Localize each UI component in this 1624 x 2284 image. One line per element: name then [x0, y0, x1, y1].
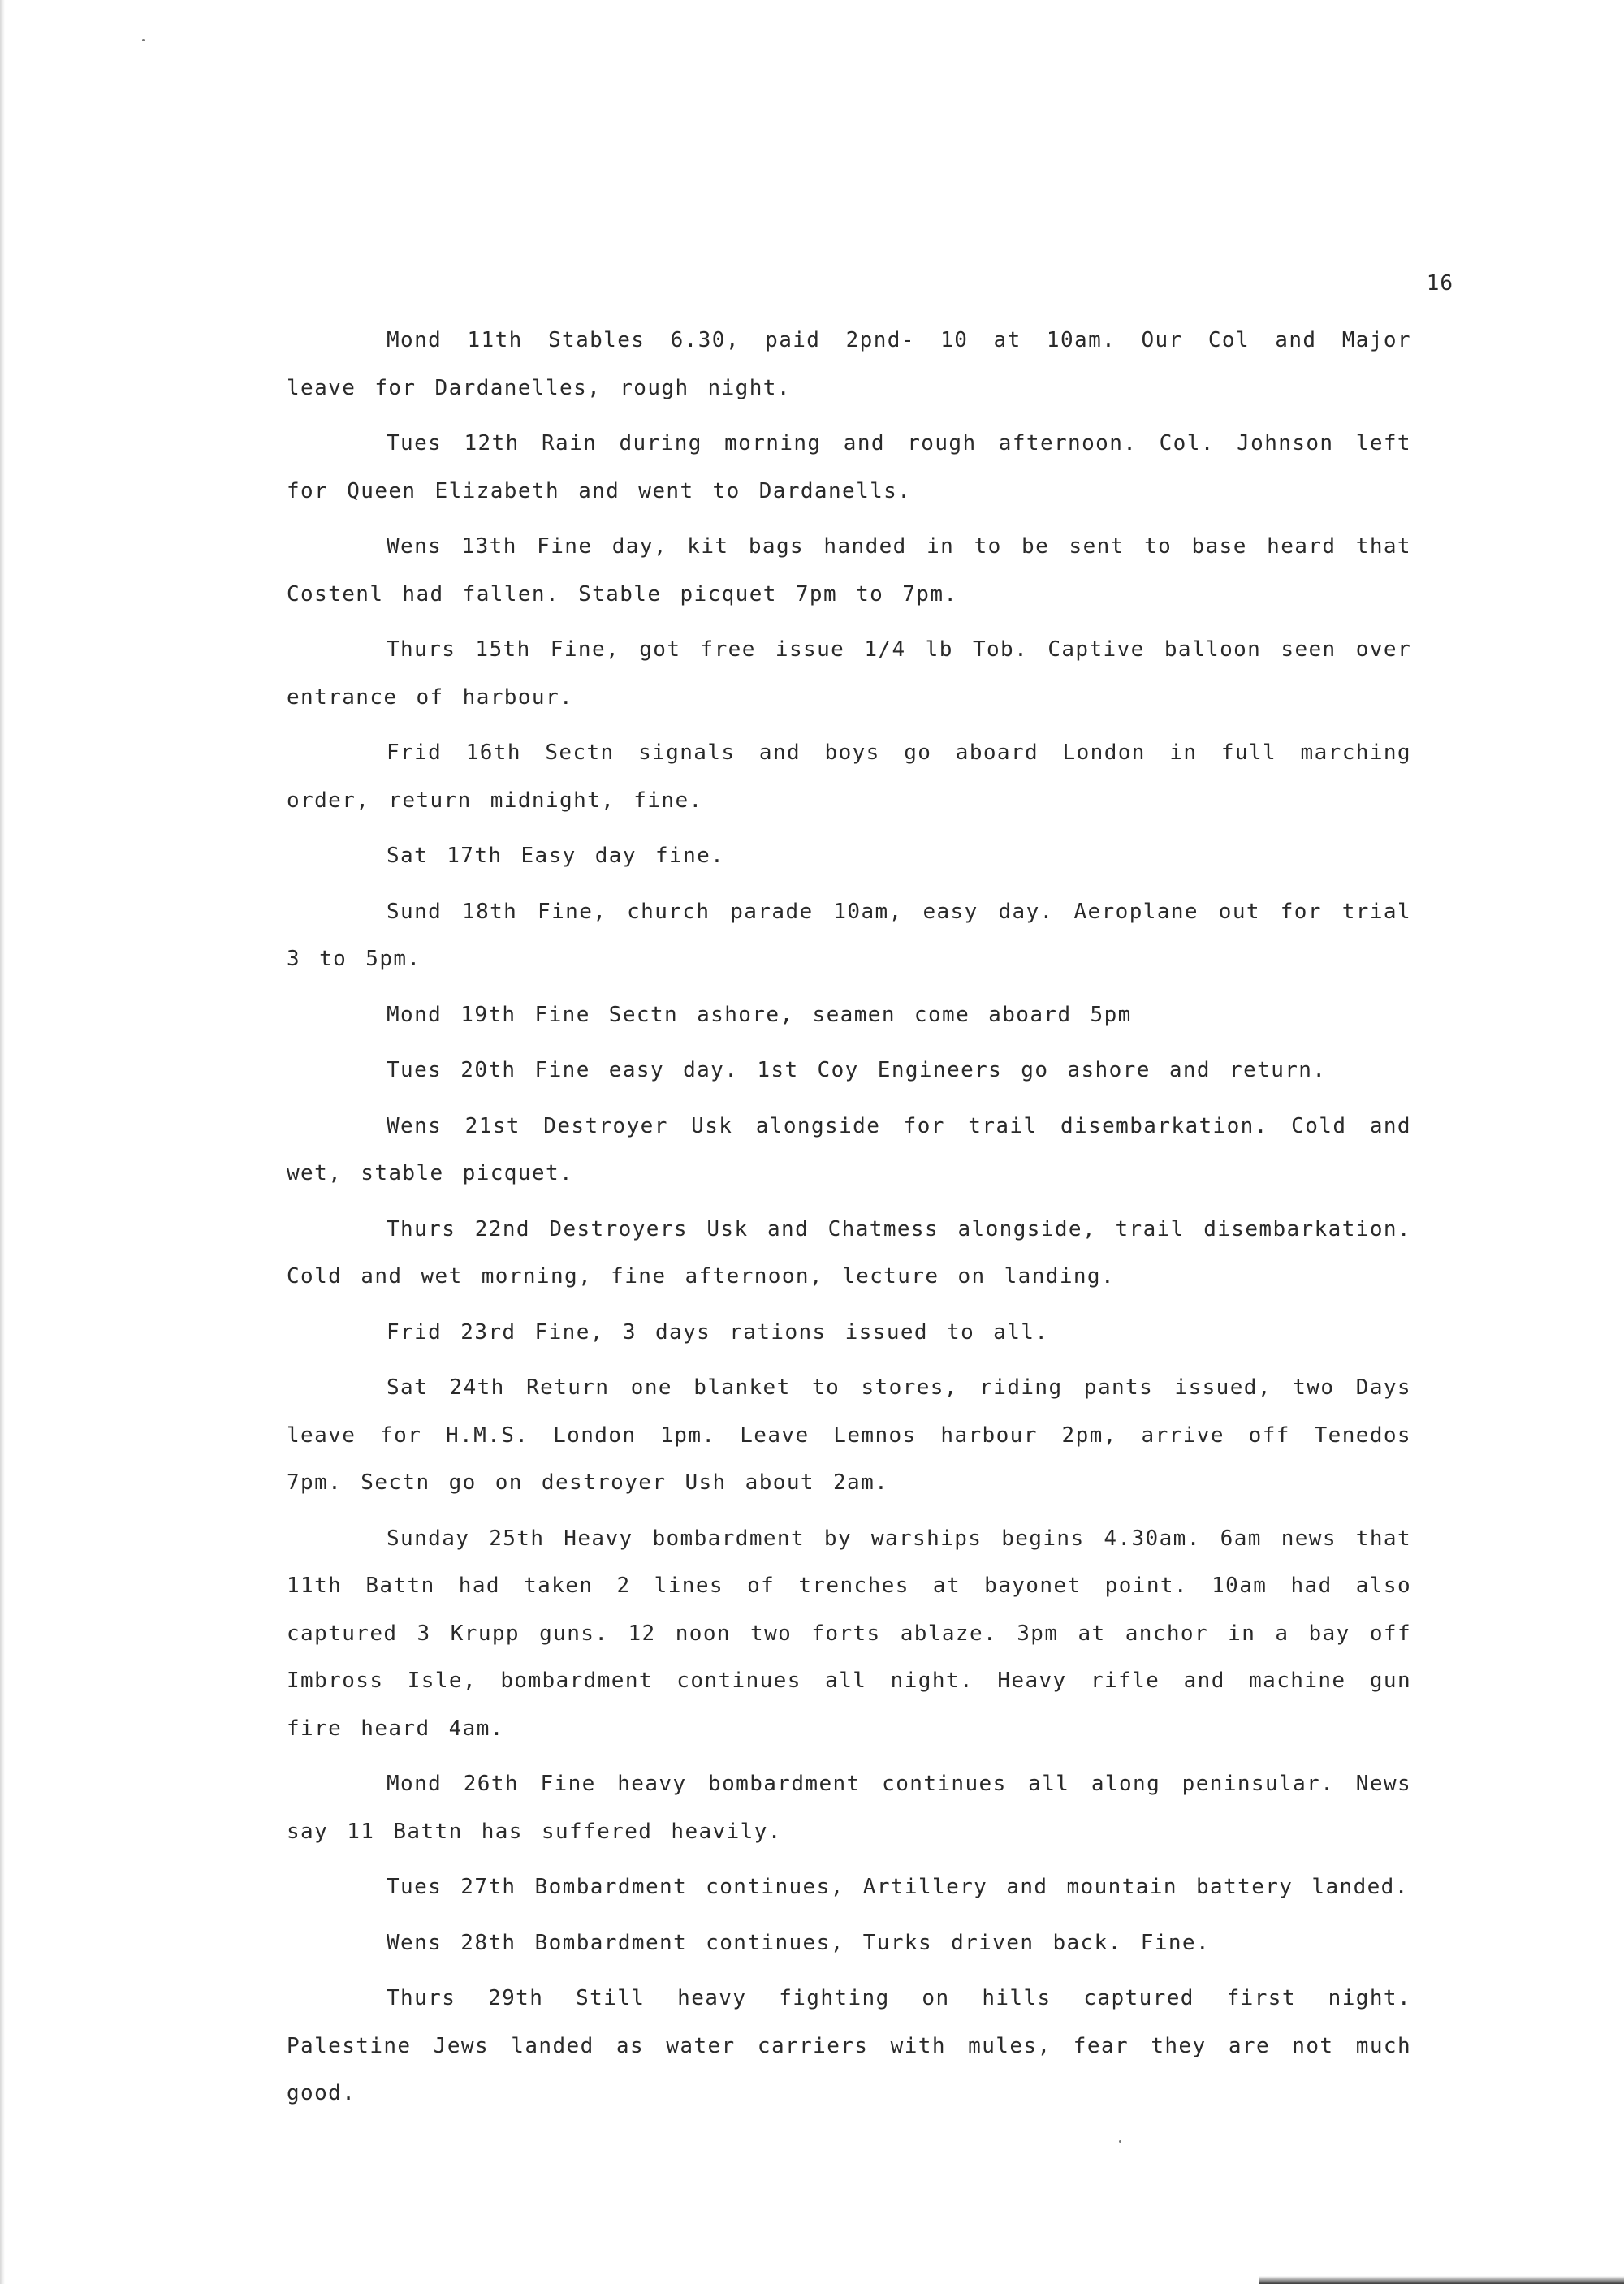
diary-entry-wens-21st: Wens 21st Destroyer Usk alongside for trail disembarkation. Cold and wet, stable picquet. [287, 1113, 1411, 1185]
diary-entry-thurs-15th: Thurs 15th Fine, got free issue 1/4 lb Tob. Captive balloon seen over entrance of harbour. [287, 637, 1411, 710]
diary-entry-tues-12th: Tues 12th Rain during morning and rough afternoon. Col. Johnson left for Queen Elizabeth and went to Dardanells. [287, 431, 1411, 503]
diary-entry-thurs-29th: Thurs 29th Still heavy fighting on hills captured first night. Palestine Jews landed as water carriers with mules, fear they are not much good. [287, 1986, 1411, 2105]
diary-entry-wens-28th: Wens 28th Bombardment continues, Turks driven back. Fine. [387, 1930, 1211, 1955]
page-bottom-edge [1259, 2276, 1624, 2284]
diary-entry-sat-17th: Sat 17th Easy day fine. [387, 844, 725, 868]
diary-entry-thurs-22nd: Thurs 22nd Destroyers Usk and Chatmess alongside, trail disembarkation. Cold and wet morning, fine afternoon, lecture on landing. [287, 1216, 1411, 1289]
diary-entry-tues-27th: Tues 27th Bombardment continues, Artillery and mountain battery landed. [387, 1875, 1409, 1899]
diary-entry-mond-11th: Mond 11th Stables 6.30, paid 2pnd- 10 at 10am. Our Col and Major leave for Dardanelles, rough night. [287, 328, 1411, 400]
diary-entry-sunday-25th: Sunday 25th Heavy bombardment by warships begins 4.30am. 6am news that 11th Battn had taken 2 lines of trenches at bayonet point. 10am had also captured 3 Krupp guns. 12 noon two forts ablaze. 3pm at anchor in a bay off Imbross Isle, bombardment continues all night. Heavy rifle and machine gun fire heard 4am. [287, 1526, 1411, 1741]
paper-speck [1119, 2140, 1121, 2143]
diary-entry-mond-26th: Mond 26th Fine heavy bombardment continues all along peninsular. News say 11 Battn has suffered heavily. [287, 1772, 1411, 1844]
diary-entry-wens-13th: Wens 13th Fine day, kit bags handed in to be sent to base heard that Costenl had fallen. Stable picquet 7pm to 7pm. [287, 534, 1411, 607]
diary-entry-mond-19th: Mond 19th Fine Sectn ashore, seamen come aboard 5pm [387, 1002, 1132, 1027]
diary-entry-sund-18th: Sund 18th Fine, church parade 10am, easy day. Aeroplane out for trial 3 to 5pm. [287, 899, 1411, 971]
paper-speck [142, 39, 145, 41]
diary-entry-sat-24th: Sat 24th Return one blanket to stores, riding pants issued, two Days leave for H.M.S. London 1pm. Leave Lemnos harbour 2pm, arrive off Tenedos 7pm. Sectn go on destroyer Ush about 2am. [287, 1375, 1411, 1495]
page-left-edge [0, 0, 5, 2284]
diary-entry-frid-23rd: Frid 23rd Fine, 3 days rations issued to all. [387, 1319, 1049, 1345]
page-number: 16 [1426, 271, 1453, 296]
diary-entry-tues-20th: Tues 20th Fine easy day. 1st Coy Engineers go ashore and return. [387, 1058, 1327, 1082]
diary-entries [287, 317, 1411, 2126]
diary-entry-frid-16th: Frid 16th Sectn signals and boys go aboard London in full marching order, return midnight, fine. [287, 740, 1411, 813]
